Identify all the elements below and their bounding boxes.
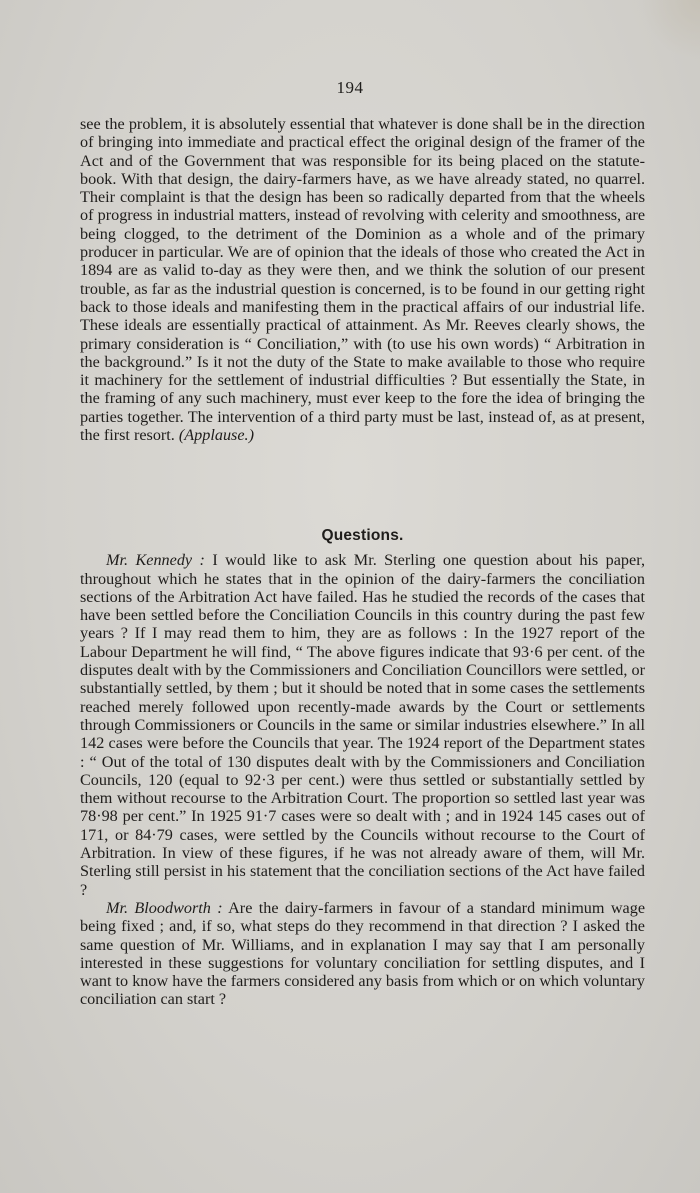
opening-paragraph-text: see the problem, it is absolutely essential that whatever is done shall be in the direction of bringing into immediate and practical effect the original design of the framer of the Act and of the Government that was responsible for its being placed on the statute-book. With that design, the dairy-farmers have, as we have already stated, no quarrel. Their complaint is that the design has been so radically departed from that the wheels of progress in industrial matters, instead of revolving with celerity and smoothness, are being clogged, to the detriment of the Dominion as a whole and of the primary producer in particular. We are of opinion that the ideals of those who created the Act in 1894 are as valid to-day as they were then, and we think the solution of our present trouble, as far as the industrial question is concerned, is to be found in our getting right back to those ideals and manifesting them in the practical affairs of our industrial life. These ideals are essentially practical of attainment. As Mr. Reeves clearly shows, the primary consideration is “ Conciliation,” with (to use his own words) “ Arbitration in the background.” Is it not the duty of the State to make available to those who require it machinery for the settlement of industrial difficulties ? But essentially the State, in the framing of any such machinery, must ever keep to the fore the idea of bringing the parties together. The intervention of a third party must be last, instead of, as at present, the first resort. [80,115,645,445]
speaker-name: Mr. Kennedy : [106,551,205,570]
questions-heading: Questions. [321,527,404,544]
paper-stain [640,0,700,60]
question-text: Are the dairy-farmers in favour of a standard minimum wage being fixed ; and, if so, what steps do they recommend in that direction ? I asked the same question of Mr. Williams, and in explanation I may say that I am personally interested in these suggestions for voluntary conciliation for settling disputes, and I want to know have the farmers considered any basis from which or on which voluntary conciliation can start ? [80,898,646,1009]
page-number: 194 [336,78,364,97]
question-entry-kennedy [80,551,645,899]
speaker-name: Mr. Bloodworth : [106,898,223,917]
applause-note: (Applause.) [178,426,254,445]
opening-paragraph [80,115,645,444]
question-entry-bloodworth [80,899,645,1009]
question-text: I would like to ask Mr. Sterling one question about his paper, throughout which he states that in the opinion of the dairy-farmers the conciliation sections of the Arbitration Act have failed. Has he studied the records of the cases that have been settled before the Conciliation Councils in this country during the past few years ? If I may read them to him, they are as follows : In the 1927 report of the Labour Department he will find, “ The above figures indicate that 93·6 per cent. of the disputes dealt with by the Commissioners and Conciliation Councillors were settled, or substantially settled, by them ; but it should be noted that in some cases the settlements reached merely followed upon recently-made awards by the Court or settlements through Commissioners or Councils in the same or similar industries elsewhere.” In all 142 cases were before the Councils that year. The 1924 report of the Department states : “ Out of the total of 130 disputes dealt with by the Commissioners and Conciliation Councils, 120 (equal to 92·3 per cent.) were thus settled or substantially settled by them without recourse to the Arbitration Court. The proportion so settled last year was 78·98 per cent.” In 1925 91·7 cases were so dealt with ; and in 1924 145 cases out of 171, or 84·79 cases, were settled by the Councils without recourse to the Court of Arbitration. In view of these figures, if he was not already aware of them, will Mr. Sterling still persist in his statement that the conciliation sections of the Act have failed ? [80,551,645,899]
opening-paragraph-block [80,115,645,444]
questions-section [80,527,645,1009]
